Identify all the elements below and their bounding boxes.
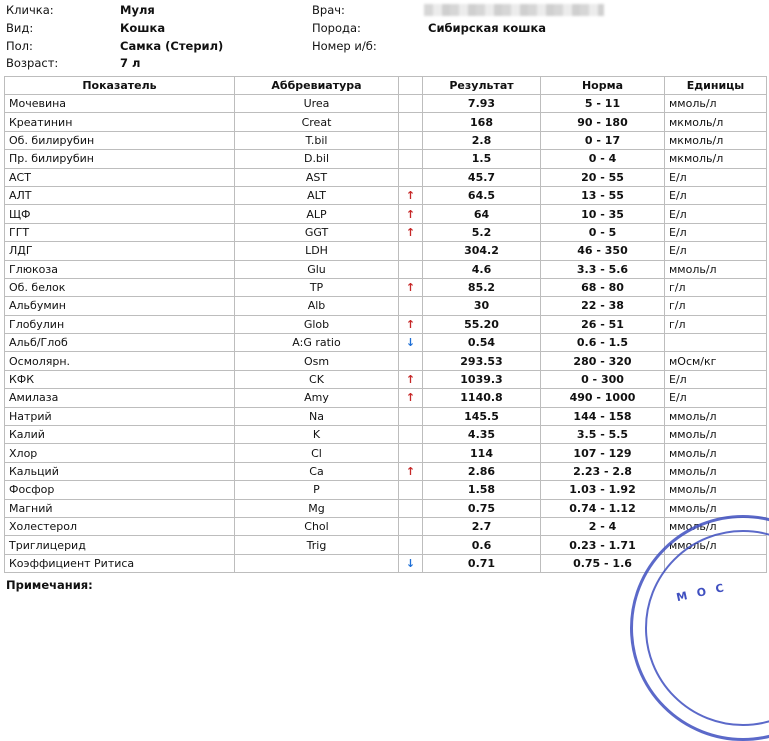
- breed-value: Сибирская кошка: [428, 21, 547, 35]
- table-row: [5, 278, 767, 296]
- unit: ммоль/л: [665, 499, 767, 517]
- norm-range: 2.23 - 2.8: [541, 462, 665, 480]
- notes-label: Примечания:: [6, 578, 93, 592]
- result-value: 30: [423, 297, 541, 315]
- flag-cell: [399, 260, 423, 278]
- indicator-name: Глюкоза: [5, 260, 235, 278]
- doctor-label: Врач:: [312, 3, 345, 17]
- norm-range: 0.74 - 1.12: [541, 499, 665, 517]
- indicator-name: Об. билирубин: [5, 131, 235, 149]
- indicator-name: Калий: [5, 426, 235, 444]
- unit: ммоль/л: [665, 517, 767, 535]
- sex-label: Пол:: [6, 39, 33, 53]
- indicator-name: Креатинин: [5, 113, 235, 131]
- norm-range: 2 - 4: [541, 517, 665, 535]
- age-label: Возраст:: [6, 56, 59, 70]
- abbreviation: GGT: [235, 223, 399, 241]
- table-row: [5, 186, 767, 204]
- flag-cell: [399, 444, 423, 462]
- unit: г/л: [665, 278, 767, 296]
- pet-name: Муля: [120, 3, 155, 17]
- norm-range: 3.3 - 5.6: [541, 260, 665, 278]
- result-value: 5.2: [423, 223, 541, 241]
- unit: ммоль/л: [665, 426, 767, 444]
- result-value: 45.7: [423, 168, 541, 186]
- table-row: [5, 536, 767, 554]
- arrow-down-icon: ↓: [405, 556, 416, 570]
- flag-cell: [399, 315, 423, 333]
- result-value: 0.75: [423, 499, 541, 517]
- table-row: [5, 297, 767, 315]
- indicator-name: Глобулин: [5, 315, 235, 333]
- result-value: 2.86: [423, 462, 541, 480]
- table-row: [5, 407, 767, 425]
- arrow-down-icon: ↓: [405, 336, 416, 350]
- result-value: 1039.3: [423, 370, 541, 388]
- table-row: [5, 315, 767, 333]
- result-value: 64.5: [423, 186, 541, 204]
- indicator-name: Триглицерид: [5, 536, 235, 554]
- abbreviation: P: [235, 481, 399, 499]
- arrow-up-icon: ↑: [405, 391, 416, 405]
- col-header-indicator: Показатель: [5, 77, 235, 95]
- result-value: 1.58: [423, 481, 541, 499]
- result-value: 304.2: [423, 242, 541, 260]
- norm-range: 107 - 129: [541, 444, 665, 462]
- flag-cell: [399, 278, 423, 296]
- result-value: 1140.8: [423, 389, 541, 407]
- unit: ммоль/л: [665, 462, 767, 480]
- flag-cell: [399, 352, 423, 370]
- table-row: [5, 168, 767, 186]
- abbreviation: Urea: [235, 95, 399, 113]
- table-row: [5, 95, 767, 113]
- table-row: [5, 352, 767, 370]
- sex-value: Самка (Стерил): [120, 39, 224, 53]
- flag-cell: [399, 113, 423, 131]
- unit: ммоль/л: [665, 444, 767, 462]
- norm-range: 1.03 - 1.92: [541, 481, 665, 499]
- unit: [665, 334, 767, 352]
- result-value: 55.20: [423, 315, 541, 333]
- abbreviation: TP: [235, 278, 399, 296]
- abbreviation: Alb: [235, 297, 399, 315]
- result-value: 0.71: [423, 554, 541, 572]
- col-header-units: Единицы: [665, 77, 767, 95]
- arrow-up-icon: ↑: [405, 207, 416, 221]
- unit: Е/л: [665, 242, 767, 260]
- indicator-name: Натрий: [5, 407, 235, 425]
- unit: мкмоль/л: [665, 113, 767, 131]
- norm-range: 20 - 55: [541, 168, 665, 186]
- age-value: 7 л: [120, 56, 141, 70]
- arrow-up-icon: ↑: [405, 225, 416, 239]
- norm-range: 144 - 158: [541, 407, 665, 425]
- name-label: Кличка:: [6, 3, 54, 17]
- abbreviation: Na: [235, 407, 399, 425]
- species-value: Кошка: [120, 21, 166, 35]
- flag-cell: [399, 407, 423, 425]
- indicator-name: Кальций: [5, 462, 235, 480]
- table-row: [5, 389, 767, 407]
- indicator-name: ЩФ: [5, 205, 235, 223]
- indicator-name: Магний: [5, 499, 235, 517]
- flag-cell: [399, 168, 423, 186]
- unit: ммоль/л: [665, 481, 767, 499]
- abbreviation: Osm: [235, 352, 399, 370]
- abbreviation: CK: [235, 370, 399, 388]
- table-row: [5, 370, 767, 388]
- result-value: 1.5: [423, 150, 541, 168]
- unit: г/л: [665, 297, 767, 315]
- indicator-name: ГГТ: [5, 223, 235, 241]
- norm-range: 22 - 38: [541, 297, 665, 315]
- table-row: [5, 444, 767, 462]
- abbreviation: Cl: [235, 444, 399, 462]
- abbreviation: K: [235, 426, 399, 444]
- result-value: 4.6: [423, 260, 541, 278]
- flag-cell: [399, 95, 423, 113]
- result-value: 114: [423, 444, 541, 462]
- table-row: [5, 223, 767, 241]
- indicator-name: Фосфор: [5, 481, 235, 499]
- arrow-up-icon: ↑: [405, 465, 416, 478]
- flag-cell: [399, 389, 423, 407]
- indicator-name: Осмолярн.: [5, 352, 235, 370]
- norm-range: 0 - 4: [541, 150, 665, 168]
- table-row: [5, 260, 767, 278]
- indicator-name: АСТ: [5, 168, 235, 186]
- record-label: Номер и/б:: [312, 39, 377, 53]
- species-label: Вид:: [6, 21, 34, 35]
- patient-header: [0, 0, 769, 74]
- result-value: 168: [423, 113, 541, 131]
- unit: Е/л: [665, 389, 767, 407]
- unit: мОсм/кг: [665, 352, 767, 370]
- indicator-name: КФК: [5, 370, 235, 388]
- unit: мкмоль/л: [665, 131, 767, 149]
- breed-label: Порода:: [312, 21, 361, 35]
- indicator-name: Альбумин: [5, 297, 235, 315]
- flag-cell: [399, 297, 423, 315]
- abbreviation: AST: [235, 168, 399, 186]
- abbreviation: T.bil: [235, 131, 399, 149]
- unit: Е/л: [665, 186, 767, 204]
- abbreviation: Glu: [235, 260, 399, 278]
- indicator-name: Альб/Глоб: [5, 334, 235, 352]
- flag-cell: [399, 499, 423, 517]
- flag-cell: [399, 205, 423, 223]
- col-header-abbreviation: Аббревиатура: [235, 77, 399, 95]
- flag-cell: [399, 517, 423, 535]
- unit: ммоль/л: [665, 407, 767, 425]
- table-row: [5, 517, 767, 535]
- indicator-name: Хлор: [5, 444, 235, 462]
- table-row: [5, 242, 767, 260]
- indicator-name: Об. белок: [5, 278, 235, 296]
- result-value: 293.53: [423, 352, 541, 370]
- flag-cell: [399, 481, 423, 499]
- flag-cell: [399, 370, 423, 388]
- unit: Е/л: [665, 168, 767, 186]
- abbreviation: Trig: [235, 536, 399, 554]
- table-row: [5, 462, 767, 480]
- norm-range: 0.6 - 1.5: [541, 334, 665, 352]
- flag-cell: [399, 462, 423, 480]
- norm-range: 68 - 80: [541, 278, 665, 296]
- result-value: 4.35: [423, 426, 541, 444]
- clinic-stamp-text: М О С: [675, 580, 728, 605]
- indicator-name: АЛТ: [5, 186, 235, 204]
- flag-cell: [399, 334, 423, 352]
- abbreviation: LDH: [235, 242, 399, 260]
- norm-range: 3.5 - 5.5: [541, 426, 665, 444]
- unit: г/л: [665, 315, 767, 333]
- unit: мкмоль/л: [665, 150, 767, 168]
- norm-range: 0.75 - 1.6: [541, 554, 665, 572]
- result-value: 64: [423, 205, 541, 223]
- flag-cell: [399, 536, 423, 554]
- table-row: [5, 131, 767, 149]
- result-value: 2.8: [423, 131, 541, 149]
- table-row: [5, 113, 767, 131]
- abbreviation: Creat: [235, 113, 399, 131]
- table-row: [5, 499, 767, 517]
- norm-range: 46 - 350: [541, 242, 665, 260]
- unit: Е/л: [665, 370, 767, 388]
- abbreviation: D.bil: [235, 150, 399, 168]
- flag-cell: [399, 131, 423, 149]
- arrow-up-icon: ↑: [405, 317, 416, 331]
- table-header-row: [5, 77, 767, 95]
- abbreviation: [235, 554, 399, 572]
- result-value: 2.7: [423, 517, 541, 535]
- norm-range: 13 - 55: [541, 186, 665, 204]
- indicator-name: Холестерол: [5, 517, 235, 535]
- result-value: 145.5: [423, 407, 541, 425]
- indicator-name: Амилаза: [5, 389, 235, 407]
- indicator-name: Пр. билирубин: [5, 150, 235, 168]
- indicator-name: ЛДГ: [5, 242, 235, 260]
- indicator-name: Мочевина: [5, 95, 235, 113]
- abbreviation: Amy: [235, 389, 399, 407]
- table-row: [5, 205, 767, 223]
- flag-cell: [399, 426, 423, 444]
- arrow-up-icon: ↑: [405, 281, 416, 295]
- norm-range: 90 - 180: [541, 113, 665, 131]
- norm-range: 0 - 300: [541, 370, 665, 388]
- table-row: [5, 426, 767, 444]
- flag-cell: [399, 150, 423, 168]
- unit: ммоль/л: [665, 260, 767, 278]
- norm-range: 5 - 11: [541, 95, 665, 113]
- unit: ммоль/л: [665, 95, 767, 113]
- abbreviation: Ca: [235, 462, 399, 480]
- flag-cell: [399, 223, 423, 241]
- abbreviation: ALP: [235, 205, 399, 223]
- norm-range: 280 - 320: [541, 352, 665, 370]
- unit: Е/л: [665, 205, 767, 223]
- norm-range: 0 - 17: [541, 131, 665, 149]
- norm-range: 490 - 1000: [541, 389, 665, 407]
- unit: Е/л: [665, 223, 767, 241]
- result-value: 7.93: [423, 95, 541, 113]
- abbreviation: Mg: [235, 499, 399, 517]
- norm-range: 26 - 51: [541, 315, 665, 333]
- unit: ммоль/л: [665, 536, 767, 554]
- col-header-result: Результат: [423, 77, 541, 95]
- norm-range: 0 - 5: [541, 223, 665, 241]
- result-value: 85.2: [423, 278, 541, 296]
- arrow-up-icon: ↑: [405, 373, 416, 387]
- lab-results-table: [4, 76, 767, 573]
- col-header-norm: Норма: [541, 77, 665, 95]
- result-value: 0.6: [423, 536, 541, 554]
- abbreviation: ALT: [235, 186, 399, 204]
- flag-cell: [399, 242, 423, 260]
- table-row: [5, 481, 767, 499]
- indicator-name: Коэффициент Ритиса: [5, 554, 235, 572]
- abbreviation: A:G ratio: [235, 334, 399, 352]
- norm-range: 0.23 - 1.71: [541, 536, 665, 554]
- abbreviation: Chol: [235, 517, 399, 535]
- result-value: 0.54: [423, 334, 541, 352]
- table-row: [5, 150, 767, 168]
- col-header-flag: [399, 77, 423, 95]
- doctor-name-redacted: [424, 4, 604, 16]
- norm-range: 10 - 35: [541, 205, 665, 223]
- arrow-up-icon: ↑: [405, 189, 416, 203]
- table-row: [5, 334, 767, 352]
- flag-cell: [399, 554, 423, 572]
- abbreviation: Glob: [235, 315, 399, 333]
- flag-cell: [399, 186, 423, 204]
